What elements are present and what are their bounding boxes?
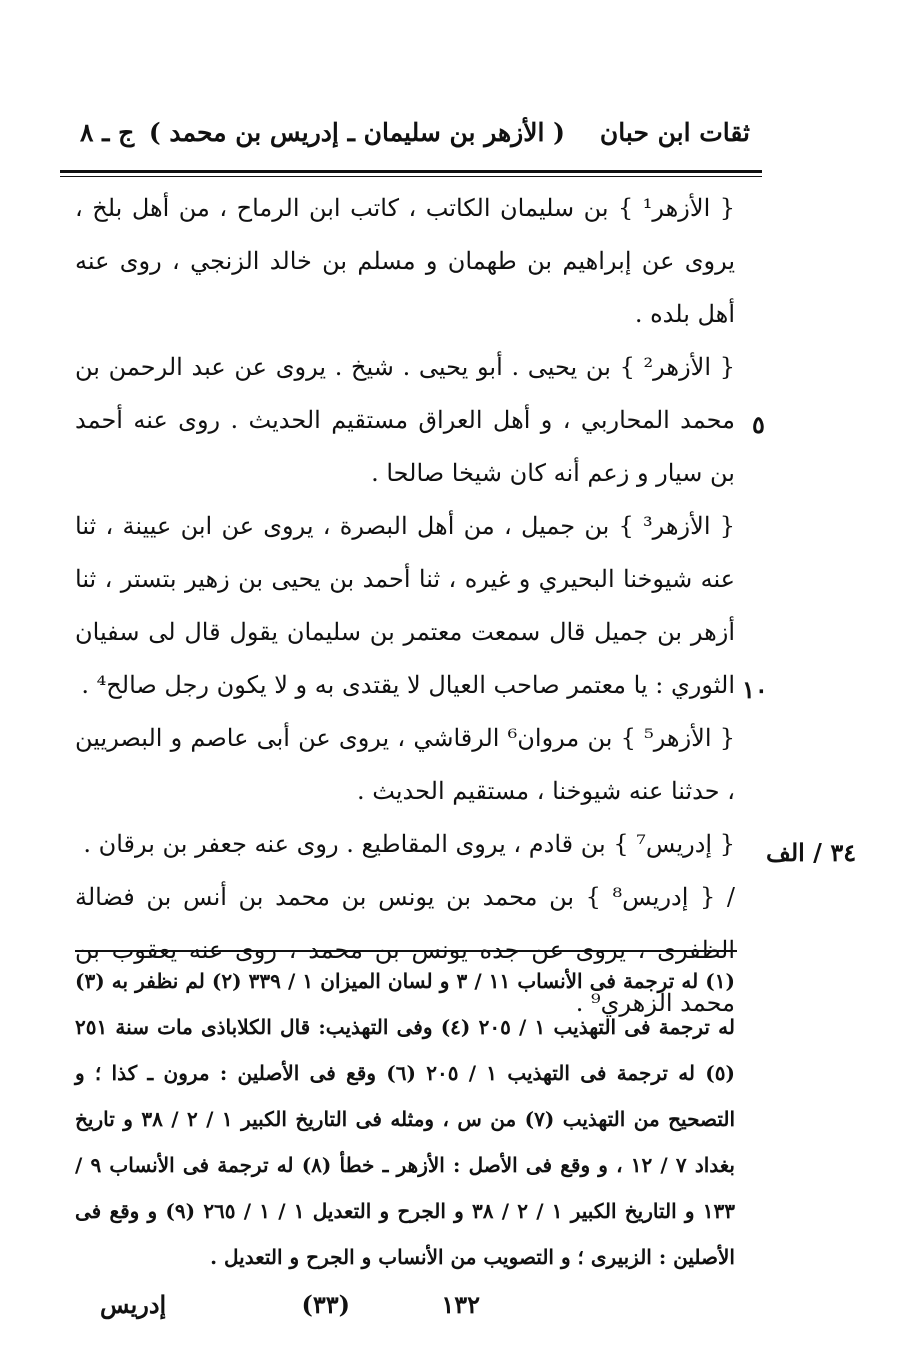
entry-paragraph: { الأزهر¹ } بن سليمان الكاتب ، كاتب ابن الرماح ، من أهل بلخ ، يروى عن إبراهيم بن طهمان و مسلم بن خالد الزنجي ، روى عنه أهل بلده . xyxy=(75,194,735,328)
header-rule-thick xyxy=(60,170,762,173)
page-footer xyxy=(100,1290,480,1330)
main-text xyxy=(75,182,735,1030)
footnote-text: (١) له ترجمة فى الأنساب ١١ / ٣ و لسان الميزان ١ / ٣٣٩ (٢) لم نظفر به (٣) له ترجمة فى التهذيب ١ / ٢٠٥ (٤) وفى التهذيب: قال الكلاباذى مات سنة ٢٥١ (٥) له ترجمة فى التهذيب ١ / ٢٠٥ (٦) وقع فى الأصلين : مرون ـ كذا ؛ و التصحيح من التهذيب (٧) من س ، ومثله فى التاريخ الكبير ١ / ٢ / ٣٨ و تاريخ بغداد ٧ / ١٢ ، و وقع فى الأصل : الأزهر ـ خطأ (٨) له ترجمة فى الأنساب ٩ / ١٣٣ و التاريخ الكبير ١ / ٢ / ٣٨ و الجرح و التعديل ١ / ١ / ٢٦٥ (٩) و وقع فى الأصلين : الزبيرى ؛ و التصويب من الأنساب و الجرح و التعديل . xyxy=(75,969,736,1269)
folio-marker: ٣٤ / الف xyxy=(766,838,857,867)
entry-paragraph: / { إدريس⁸ } بن محمد بن يونس بن محمد بن أنس بن فضالة الظفرى ، يروى عن جده يونس بن محمد ، روى عنه يعقوب بن محمد الزهري⁹ . xyxy=(75,883,735,1017)
line-number-10: ١٠ xyxy=(742,675,768,704)
footnotes xyxy=(75,958,735,1280)
header-rule-thin xyxy=(60,176,762,177)
signature-mark: (٣٣) xyxy=(301,1290,350,1319)
line-number-5: ٥ xyxy=(752,410,765,439)
footnote-rule xyxy=(75,950,737,952)
entry-paragraph: { الأزهر³ } بن جميل ، من أهل البصرة ، يروى عن ابن عيينة ، ثنا عنه شيوخنا البحيري و غيره ، ثنا أحمد بن يحيى بن زهير بتستر ، ثنا أزهر بن جميل قال سمعت معتمر بن سليمان يقول قال لى سفيان الثوري : يا معتمر صاحب العيال لا يقتدى به و لا يكون رجل صالح⁴ . xyxy=(75,512,735,699)
entry-paragraph: { الأزهر⁵ } بن مروان⁶ الرقاشي ، يروى عن أبى عاصم و البصريين ، حدثنا عنه شيوخنا ، مستقيم الحديث . xyxy=(75,724,735,805)
entry-paragraph: { الأزهر² } بن يحيى . أبو يحيى . شيخ . يروى عن عبد الرحمن بن محمد المحاربي ، و أهل العراق مستقيم الحديث . روى عنه أحمد بن سيار و زعم أنه كان شيخا صالحا . xyxy=(75,353,735,487)
running-header xyxy=(70,112,750,156)
entry-paragraph: { إدريس⁷ } بن قادم ، يروى المقاطيع . روى عنه جعفر بن برقان . xyxy=(83,830,735,858)
book-title: ثقات ابن حبان xyxy=(599,118,750,147)
section-title: ( الأزهر بن سليمان ـ إدريس بن محمد ) xyxy=(148,118,565,147)
page-number: ١٣٢ xyxy=(441,1290,480,1319)
volume-number: ج ـ ٨ xyxy=(80,118,135,147)
catchword: إدريس xyxy=(100,1290,167,1319)
